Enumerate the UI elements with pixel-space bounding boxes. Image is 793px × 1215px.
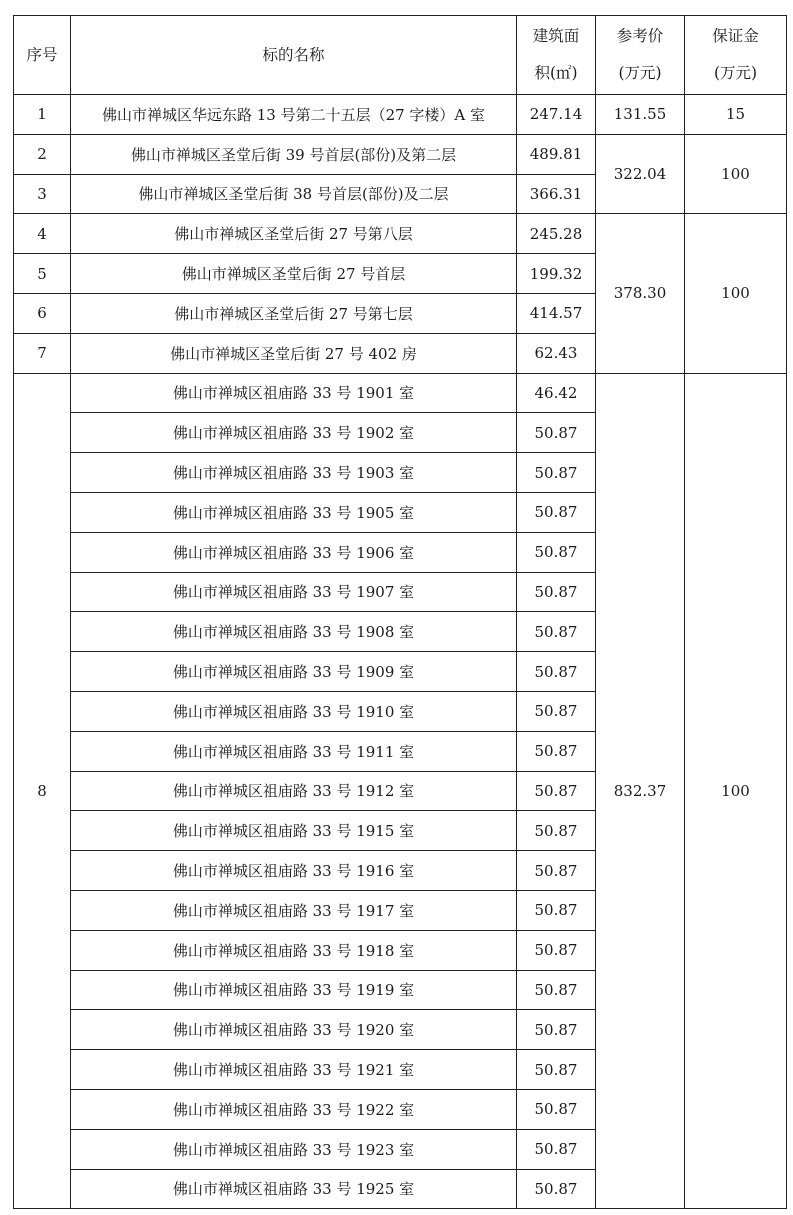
table-row	[14, 95, 787, 135]
name-cell: 佛山市禅城区祖庙路 33 号 1906 室	[71, 532, 517, 572]
seq-cell: 2	[14, 134, 71, 174]
name-cell: 佛山市禅城区圣堂后街 39 号首层(部份)及第二层	[71, 134, 517, 174]
area-cell: 489.81	[517, 134, 596, 174]
header-area-line2: 积(㎡)	[534, 64, 578, 82]
area-cell: 50.87	[517, 1050, 596, 1090]
name-cell: 佛山市禅城区祖庙路 33 号 1901 室	[71, 373, 517, 413]
header-seq: 序号	[14, 16, 71, 95]
area-cell: 50.87	[517, 1169, 596, 1209]
name-cell: 佛山市禅城区祖庙路 33 号 1909 室	[71, 652, 517, 692]
area-cell: 50.87	[517, 970, 596, 1010]
seq-cell: 6	[14, 293, 71, 333]
name-cell: 佛山市禅城区圣堂后街 27 号 402 房	[71, 333, 517, 373]
header-price-line2: (万元)	[618, 64, 662, 82]
name-cell: 佛山市禅城区祖庙路 33 号 1910 室	[71, 691, 517, 731]
area-cell: 245.28	[517, 214, 596, 254]
name-cell: 佛山市禅城区祖庙路 33 号 1916 室	[71, 851, 517, 891]
name-cell: 佛山市禅城区圣堂后街 38 号首层(部份)及二层	[71, 174, 517, 214]
area-cell: 50.87	[517, 492, 596, 532]
seq-cell: 4	[14, 214, 71, 254]
name-cell: 佛山市禅城区祖庙路 33 号 1920 室	[71, 1010, 517, 1050]
name-cell: 佛山市禅城区祖庙路 33 号 1917 室	[71, 890, 517, 930]
area-cell: 50.87	[517, 930, 596, 970]
auction-items-table-container	[13, 15, 787, 1209]
area-cell: 50.87	[517, 1010, 596, 1050]
area-cell: 50.87	[517, 890, 596, 930]
area-cell: 199.32	[517, 254, 596, 294]
name-cell: 佛山市禅城区祖庙路 33 号 1902 室	[71, 413, 517, 453]
name-cell: 佛山市禅城区祖庙路 33 号 1905 室	[71, 492, 517, 532]
name-cell: 佛山市禅城区祖庙路 33 号 1919 室	[71, 970, 517, 1010]
area-cell: 50.87	[517, 731, 596, 771]
price-cell: 378.30	[596, 214, 685, 373]
seq-cell: 5	[14, 254, 71, 294]
header-deposit	[685, 16, 787, 95]
area-cell: 50.87	[517, 532, 596, 572]
header-area	[517, 16, 596, 95]
deposit-cell: 100	[685, 214, 787, 373]
area-cell: 366.31	[517, 174, 596, 214]
name-cell: 佛山市禅城区祖庙路 33 号 1921 室	[71, 1050, 517, 1090]
seq-cell: 7	[14, 333, 71, 373]
name-cell: 佛山市禅城区圣堂后街 27 号首层	[71, 254, 517, 294]
area-cell: 50.87	[517, 612, 596, 652]
deposit-cell: 15	[685, 95, 787, 135]
header-area-line1: 建筑面	[532, 27, 580, 45]
area-cell: 50.87	[517, 1089, 596, 1129]
name-cell: 佛山市禅城区祖庙路 33 号 1912 室	[71, 771, 517, 811]
area-cell: 247.14	[517, 95, 596, 135]
table-row	[14, 134, 787, 174]
name-cell: 佛山市禅城区祖庙路 33 号 1915 室	[71, 811, 517, 851]
name-cell: 佛山市禅城区祖庙路 33 号 1925 室	[71, 1169, 517, 1209]
area-cell: 50.87	[517, 652, 596, 692]
area-cell: 50.87	[517, 572, 596, 612]
area-cell: 50.87	[517, 811, 596, 851]
area-cell: 50.87	[517, 453, 596, 493]
name-cell: 佛山市禅城区祖庙路 33 号 1918 室	[71, 930, 517, 970]
header-deposit-line1: 保证金	[712, 27, 759, 45]
name-cell: 佛山市禅城区圣堂后街 27 号第八层	[71, 214, 517, 254]
name-cell: 佛山市禅城区祖庙路 33 号 1908 室	[71, 612, 517, 652]
area-cell: 50.87	[517, 413, 596, 453]
name-cell: 佛山市禅城区祖庙路 33 号 1903 室	[71, 453, 517, 493]
header-price-line1: 参考价	[616, 27, 664, 45]
price-cell: 131.55	[596, 95, 685, 135]
header-row	[14, 16, 787, 95]
seq-cell: 8	[14, 373, 71, 1209]
area-cell: 50.87	[517, 771, 596, 811]
name-cell: 佛山市禅城区祖庙路 33 号 1907 室	[71, 572, 517, 612]
name-cell: 佛山市禅城区华远东路 13 号第二十五层（27 字楼）A 室	[71, 95, 517, 135]
header-price	[596, 16, 685, 95]
table-row	[14, 214, 787, 254]
area-cell: 50.87	[517, 1129, 596, 1169]
area-cell: 50.87	[517, 691, 596, 731]
seq-cell: 1	[14, 95, 71, 135]
name-cell: 佛山市禅城区圣堂后街 27 号第七层	[71, 293, 517, 333]
header-deposit-line2: (万元)	[713, 64, 758, 82]
deposit-cell: 100	[685, 134, 787, 214]
table-row	[14, 373, 787, 413]
seq-cell: 3	[14, 174, 71, 214]
auction-items-table	[13, 15, 787, 1209]
name-cell: 佛山市禅城区祖庙路 33 号 1923 室	[71, 1129, 517, 1169]
area-cell: 50.87	[517, 851, 596, 891]
price-cell: 322.04	[596, 134, 685, 214]
area-cell: 62.43	[517, 333, 596, 373]
area-cell: 414.57	[517, 293, 596, 333]
area-cell: 46.42	[517, 373, 596, 413]
deposit-cell: 100	[685, 373, 787, 1209]
name-cell: 佛山市禅城区祖庙路 33 号 1911 室	[71, 731, 517, 771]
header-name: 标的名称	[71, 16, 517, 95]
price-cell: 832.37	[596, 373, 685, 1209]
name-cell: 佛山市禅城区祖庙路 33 号 1922 室	[71, 1089, 517, 1129]
